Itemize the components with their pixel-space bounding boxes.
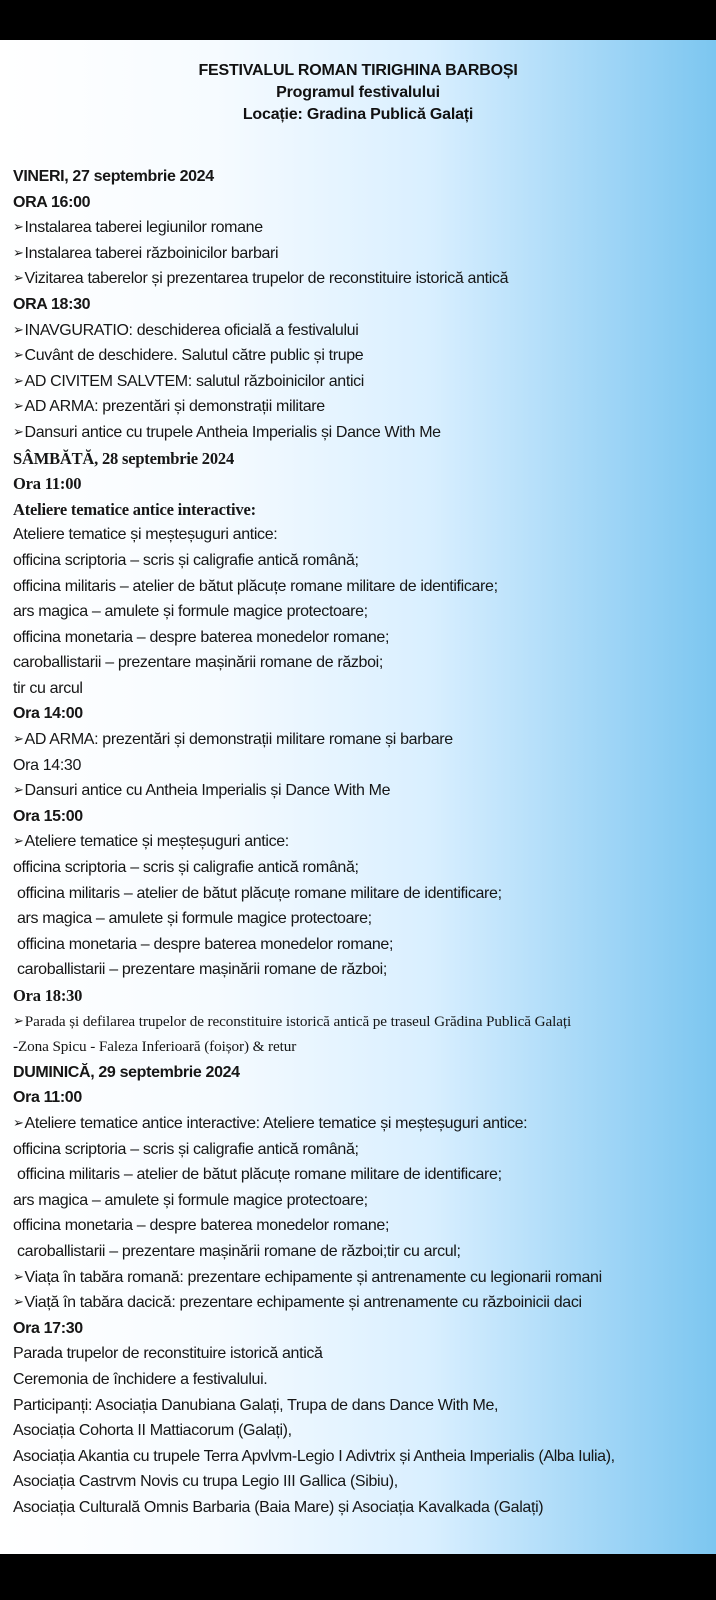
- program-line: [13, 1469, 716, 1495]
- program-line-text: Ora 14:00: [13, 705, 83, 723]
- program-line-text: SÂMBĂTĂ, 28 septembrie 2024: [13, 448, 234, 468]
- program-line-text: Ora 15:00: [13, 807, 83, 825]
- program-line: [13, 829, 716, 855]
- program-line: [13, 1290, 716, 1316]
- program-line: [13, 957, 716, 983]
- program-line-text: Cuvânt de deschidere. Salutul către public și trupe: [24, 347, 364, 365]
- program-subtitle: Programul festivalului: [276, 84, 440, 101]
- program-line: [13, 1265, 716, 1291]
- program-line: [13, 1316, 716, 1342]
- program-line: [13, 1085, 716, 1111]
- program-line: [13, 190, 716, 216]
- program-line-text: Vizitarea taberelor și prezentarea trupelor de reconstituire istorică antică: [24, 270, 509, 288]
- program-line-text: Ateliere tematice și meșteșuguri antice:: [24, 833, 289, 851]
- bullet-arrow-icon: ➢: [13, 782, 24, 798]
- program-line: [13, 1213, 716, 1239]
- program-line: [13, 1495, 716, 1521]
- program-line-text: Ateliere tematice antice interactive: Ateliere tematice și meșteșuguri antice:: [24, 1114, 528, 1132]
- program-line-text: Dansuri antice cu trupele Antheia Imperialis și Dance With Me: [24, 423, 441, 441]
- program-line-text: Instalarea taberei războinicilor barbari: [24, 244, 279, 262]
- location-line: Locație: Gradina Publică Galați: [242, 106, 474, 123]
- program-line: [13, 625, 716, 651]
- program-line: [13, 164, 716, 190]
- program-sheet: [0, 40, 716, 1554]
- program-line-text: ORA 16:00: [13, 193, 91, 211]
- program-line-text: Viața în tabăra romană: prezentare echipamente și antrenamente cu legionarii romani: [24, 1268, 602, 1286]
- program-line: [13, 548, 716, 574]
- program-line-text: caroballistarii – prezentare mașinării romane de război;: [13, 654, 383, 672]
- program-line-text: Ora 11:00: [13, 1089, 82, 1107]
- program-line-text: officina monetaria – despre baterea monedelor romane;: [13, 628, 390, 646]
- program-line-text: ars magica – amulete și formule magice protectoare;: [13, 1191, 368, 1209]
- program-line: [13, 446, 716, 472]
- program-line: [13, 676, 716, 702]
- bullet-arrow-icon: ➢: [13, 1294, 24, 1310]
- program-line-text: Parada și defilarea trupelor de reconstituire istorică antică pe traseul Grădina Publică Galați: [24, 1012, 572, 1030]
- program-line-text: officina militaris – atelier de bătut plăcuțe romane militare de identificare;: [17, 884, 502, 902]
- program-line: [13, 727, 716, 753]
- program-line: [13, 318, 716, 344]
- bullet-arrow-icon: ➢: [13, 833, 24, 849]
- bullet-arrow-icon: ➢: [13, 1012, 24, 1028]
- program-line: [13, 983, 716, 1009]
- festival-title: FESTIVALUL ROMAN TIRIGHINA BARBOȘI: [198, 62, 518, 79]
- program-content: [13, 164, 716, 1520]
- program-line: [13, 292, 716, 318]
- bullet-arrow-icon: ➢: [13, 1268, 24, 1284]
- program-line-text: officina militaris – atelier de bătut plăcuțe romane militare de identificare;: [13, 577, 498, 595]
- program-line: [13, 778, 716, 804]
- program-line-text: Ora 18:30: [13, 986, 83, 1005]
- program-line: [13, 215, 716, 241]
- program-line-text: Parada trupelor de reconstituire istorică antică: [13, 1345, 323, 1363]
- program-line-text: officina militaris – atelier de bătut plăcuțe romane militare de identificare;: [17, 1166, 502, 1184]
- program-line: [13, 932, 716, 958]
- program-line-text: officina scriptoria – scris și caligrafie antică română;: [13, 859, 359, 877]
- program-line-text: Asociația Culturală Omnis Barbaria (Baia Mare) și Asociația Kavalkada (Galați): [13, 1498, 544, 1516]
- program-line-text: AD ARMA: prezentări și demonstrații militare: [24, 398, 325, 416]
- program-line-text: INAVGURATIO: deschiderea oficială a festivalului: [24, 321, 359, 339]
- program-line-text: ORA 18:30: [13, 295, 91, 313]
- program-line: [13, 753, 716, 779]
- bullet-arrow-icon: ➢: [13, 372, 24, 388]
- bullet-arrow-icon: ➢: [13, 244, 24, 260]
- bullet-arrow-icon: ➢: [13, 1114, 24, 1130]
- program-line-text: ars magica – amulete și formule magice protectoare;: [17, 910, 372, 928]
- bullet-arrow-icon: ➢: [13, 219, 24, 235]
- program-line-text: officina monetaria – despre baterea monedelor romane;: [13, 1217, 390, 1235]
- bullet-arrow-icon: ➢: [13, 347, 24, 363]
- program-line: [13, 650, 716, 676]
- program-line: [13, 1367, 716, 1393]
- program-line: [13, 701, 716, 727]
- program-line-text: officina scriptoria – scris și caligrafie antică română;: [13, 551, 359, 569]
- program-line-text: Ateliere tematice și meșteșuguri antice:: [13, 526, 278, 544]
- program-line-text: Dansuri antice cu Antheia Imperialis și Dance With Me: [24, 782, 391, 800]
- program-line-text: AD ARMA: prezentări și demonstrații militare romane și barbare: [24, 731, 453, 749]
- program-line: [13, 369, 716, 395]
- program-line: [13, 266, 716, 292]
- program-line: [13, 420, 716, 446]
- bullet-arrow-icon: ➢: [13, 321, 24, 337]
- bullet-arrow-icon: ➢: [13, 270, 24, 286]
- program-line: [13, 522, 716, 548]
- program-line-text: Ora 14:30: [13, 756, 82, 774]
- program-line: [13, 1137, 716, 1163]
- program-line: [13, 1418, 716, 1444]
- program-line-text: caroballistarii – prezentare mașinării romane de război;: [17, 961, 387, 979]
- program-line: [13, 1393, 716, 1419]
- program-line-text: Ateliere tematice antice interactive:: [13, 499, 256, 519]
- program-line: [13, 599, 716, 625]
- bullet-arrow-icon: ➢: [13, 398, 24, 414]
- program-line: [13, 471, 716, 497]
- program-line-text: Instalarea taberei legiunilor romane: [24, 219, 263, 237]
- program-line: [13, 1034, 716, 1060]
- program-line: [13, 1009, 716, 1035]
- program-line-text: Asociația Castrvm Novis cu trupa Legio III Gallica (Sibiu),: [13, 1473, 398, 1491]
- header: [0, 60, 716, 126]
- program-line: [13, 906, 716, 932]
- program-line: [13, 343, 716, 369]
- program-line-text: officina scriptoria – scris și caligrafie antică română;: [13, 1140, 359, 1158]
- program-line-text: VINERI, 27 septembrie 2024: [13, 168, 214, 185]
- program-line: [13, 394, 716, 420]
- program-line: [13, 1111, 716, 1137]
- program-line-text: tir cu arcul: [13, 679, 83, 697]
- program-line: [13, 855, 716, 881]
- program-line-text: Asociația Cohorta II Mattiacorum (Galați),: [13, 1422, 292, 1440]
- program-line: [13, 574, 716, 600]
- bullet-arrow-icon: ➢: [13, 423, 24, 439]
- program-line-text: Participanți: Asociația Danubiana Galați, Trupa de dans Dance With Me,: [13, 1396, 499, 1414]
- program-line-text: Viață în tabăra dacică: prezentare echipamente și antrenamente cu războinicii daci: [24, 1294, 582, 1312]
- bullet-arrow-icon: ➢: [13, 731, 24, 747]
- program-line: [13, 1060, 716, 1086]
- program-line: [13, 497, 716, 523]
- program-line-text: Ora 11:00: [13, 474, 82, 494]
- program-line: [13, 804, 716, 830]
- program-line: [13, 1162, 716, 1188]
- program-line: [13, 1444, 716, 1470]
- program-line: [13, 1239, 716, 1265]
- program-line: [13, 241, 716, 267]
- program-line-text: -Zona Spicu - Faleza Inferioară (foișor) & retur: [13, 1038, 297, 1056]
- program-line: [13, 1341, 716, 1367]
- program-line-text: Ora 17:30: [13, 1319, 83, 1337]
- program-line-text: Ceremonia de închidere a festivalului.: [13, 1370, 268, 1388]
- program-line-text: officina monetaria – despre baterea monedelor romane;: [17, 935, 394, 953]
- program-line-text: DUMINICĂ, 29 septembrie 2024: [13, 1063, 240, 1081]
- program-line-text: caroballistarii – prezentare mașinării romane de război;tir cu arcul;: [17, 1242, 461, 1260]
- program-line: [13, 881, 716, 907]
- program-line-text: Asociația Akantia cu trupele Terra Apvlvm-Legio I Adivtrix și Antheia Imperialis (Alba Iulia),: [13, 1447, 615, 1465]
- program-line-text: ars magica – amulete și formule magice protectoare;: [13, 603, 368, 621]
- program-line: [13, 1188, 716, 1214]
- program-line-text: AD CIVITEM SALVTEM: salutul războinicilor antici: [24, 372, 365, 390]
